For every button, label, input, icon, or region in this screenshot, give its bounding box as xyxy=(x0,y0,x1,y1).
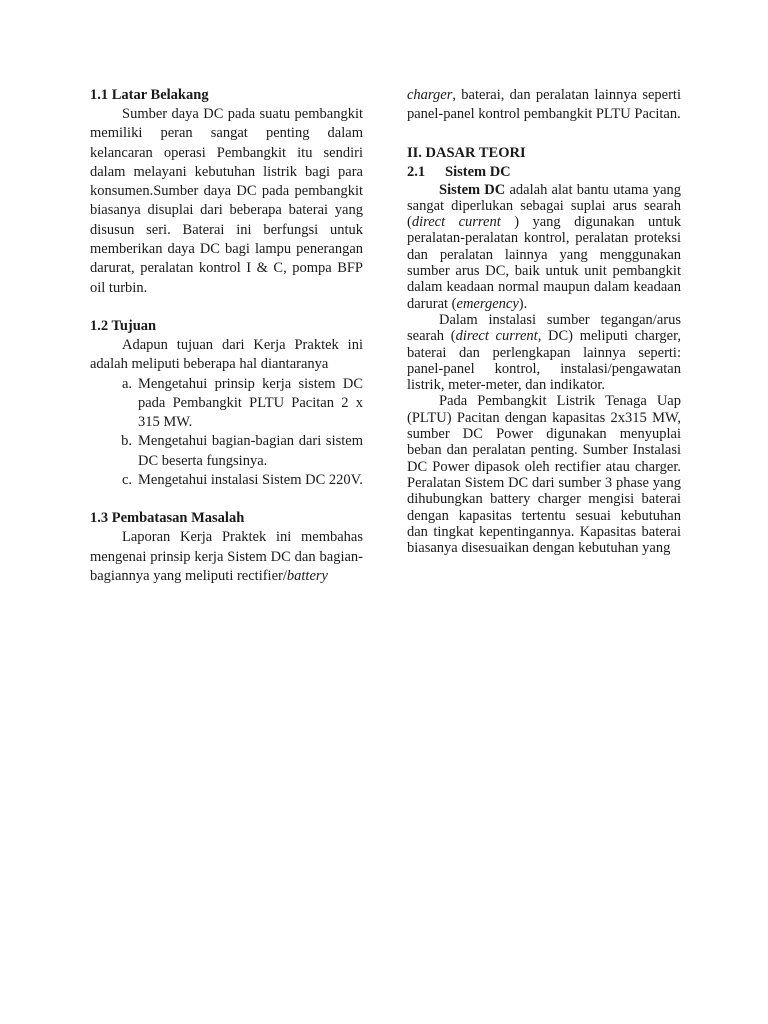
paragraph-text: Dalam instalasi sumber tegangan/arus searah ( xyxy=(407,311,681,345)
paragraph-text: , baterai, dan peralatan lainnya seperti panel-panel kontrol pembangkit PLTU Pacitan. xyxy=(407,87,681,123)
subsection-number: 2.1 xyxy=(407,163,426,180)
paragraph-text: ). xyxy=(518,295,528,312)
bold-term: Sistem DC xyxy=(439,181,506,198)
paragraph-text: adalah alat bantu utama yang sangat diperlukan sebagai suplai arus searah ( xyxy=(407,181,682,231)
paragraph-continuation xyxy=(407,86,681,125)
list-marker: c. xyxy=(121,472,132,489)
italic-term: battery xyxy=(286,567,328,584)
paragraph-text: Laporan Kerja Praktek ini membahas mengenai prinsip kerja Sistem DC dan bagian-bagiannya yang meliputi rectifier/ xyxy=(90,529,363,584)
paragraph-pembatasan-masalah xyxy=(90,528,363,586)
paragraph-pltu-pacitan: Pada Pembangkit Listrik Tenaga Uap (PLTU) Pacitan dengan kapasitas 2x315 MW, sumber DC Power digunakan menyuplai beban dan peralatan penting. Sumber Instalasi DC Power dipasok oleh rectifier atau charger. Peralatan Sistem DC dari sumber 3 phase yang dihubungkan battery charger mengisi baterai dengan kapasitas tertentu sesuai kebutuhan dan tingkat kepentingannya. Kapasitas baterai biasanya disesuaikan dengan kebutuhan yang xyxy=(407,393,681,557)
list-marker: b. xyxy=(121,433,132,450)
section-title-pembatasan-masalah: 1.3 Pembatasan Masalah xyxy=(90,510,245,527)
paragraph-instalasi xyxy=(407,312,681,393)
italic-term: direct current xyxy=(411,214,501,231)
list-item-text: Mengetahui instalasi Sistem DC 220V. xyxy=(138,472,363,489)
list-item-text: Mengetahui bagian-bagian dari sistem DC beserta fungsinya. xyxy=(138,433,363,469)
subsection-title: Sistem DC xyxy=(445,163,511,180)
list-item xyxy=(90,471,363,490)
left-column xyxy=(90,86,363,586)
chapter-title-dasar-teori: II. DASAR TEORI xyxy=(407,144,526,161)
italic-term: direct current xyxy=(455,328,538,345)
list-marker: a. xyxy=(121,375,132,392)
section-title-tujuan: 1.2 Tujuan xyxy=(90,317,157,334)
list-item xyxy=(90,432,363,471)
paragraph-latar-belakang: Sumber daya DC pada suatu pembangkit memiliki peran sangat penting dalam kelancaran operasi Pembangkit itu sendiri dalam melayani kebutuhan listrik bagi para konsumen.Sumber daya DC pada pembangkit biasanya disuplai dari beberapa baterai yang disusun seri. Baterai ini berfungsi untuk memberikan daya DC bagi lampu penerangan darurat, peralatan kontrol I & C, pompa BFP oil turbin. xyxy=(90,106,363,296)
paragraph-text: , DC) meliputi charger, baterai dan perlengkapan lainnya seperti: panel-panel kontrol, instalasi/pengawatan listrik, meter-meter, dan indikator. xyxy=(407,328,681,394)
right-column xyxy=(407,86,681,556)
italic-term: emergency xyxy=(456,295,519,312)
section-title-latar-belakang: 1.1 Latar Belakang xyxy=(90,87,209,103)
list-item-text: Mengetahui prinsip kerja sistem DC pada Pembangkit PLTU Pacitan 2 x 315 MW. xyxy=(138,375,363,431)
tujuan-list xyxy=(90,375,363,491)
paragraph-tujuan: Adapun tujuan dari Kerja Praktek ini adalah meliputi beberapa hal diantaranya xyxy=(90,336,363,373)
subsection-heading xyxy=(407,163,681,182)
list-item xyxy=(90,375,363,433)
paragraph-sistem-dc xyxy=(407,182,681,312)
paragraph-text: ) yang digunakan untuk peralatan-peralatan kontrol, peralatan proteksi dan peralatan lainnya yang menggunakan sumber arus DC, baik untuk unit pembangkit dalam keadaan normal maupun dalam keadaan darurat ( xyxy=(407,214,681,312)
italic-term: charger xyxy=(407,87,453,103)
